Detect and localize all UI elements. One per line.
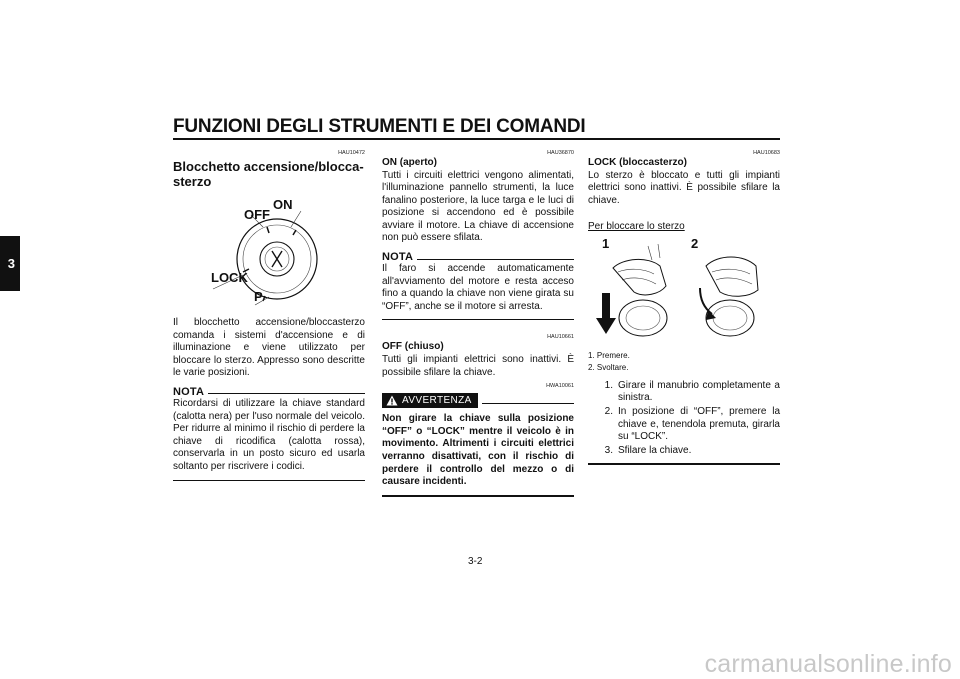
page-title: FUNZIONI DEGLI STRUMENTI E DEI COMANDI xyxy=(173,116,586,137)
sub-heading: Per bloccare lo sterzo xyxy=(588,221,685,233)
caption-2: 2. Svoltare. xyxy=(588,362,629,372)
nota-text: Ricordarsi di utilizzare la chiave standard (calotta nera) per l'uso normale del veicolo. Per ridurre al minimo il rischio di perdere la chiave di ricodifica (calotta rossa), conservarla in un posto sicuro ed usarla soltanto per riscrivere i codici. xyxy=(173,397,365,472)
step-number: 1. xyxy=(604,379,613,391)
warning-heading xyxy=(382,393,574,408)
section-code: HAU10472 xyxy=(338,150,365,156)
lock-steps-figure xyxy=(588,235,780,348)
nota-label: NOTA xyxy=(382,251,414,264)
step-text: Sfilare la chiave. xyxy=(618,444,692,456)
step-text: In posizione di “OFF”, premere la chiave e, tenendola premuta, girarla su “LOCK”. xyxy=(618,406,780,443)
section-code: HWA10061 xyxy=(546,383,574,390)
section-code: HAU10683 xyxy=(753,150,780,156)
warning-label: AVVERTENZA xyxy=(402,395,472,407)
column-2 xyxy=(382,150,574,497)
nota-text: Il faro si accende automaticamente all'avviamento del motore e resta acceso fino a quando la chiave non viene girata su “OFF”, anche se il motore si arresta. xyxy=(382,263,574,312)
intro-paragraph: Il blocchetto accensione/bloccasterzo comanda i sistemi d'accensione e di illuminazione e viene utilizzato per bloccare lo sterzo. Appresso sono descritte le varie posizioni. xyxy=(173,317,365,379)
section-code: HAU10661 xyxy=(547,334,574,341)
column-3 xyxy=(588,150,780,465)
section-title: Blocchetto accensione/blocca-sterzo xyxy=(173,159,364,189)
lock-label: LOCK xyxy=(211,270,248,285)
nota-heading xyxy=(173,386,365,398)
off-text: Tutti gli impianti elettrici sono inattivi. È possibile sfilare la chiave. xyxy=(382,353,574,378)
list-item xyxy=(588,380,780,405)
warning-badge xyxy=(382,393,478,408)
warning-text: Non girare la chiave sulla posizione “OFF” o “LOCK” mentre il veicolo è in movimento. Altrimenti i circuiti elettrici verranno disattivati, con il rischio di perdere il controllo del mezzo o di causare incidenti. xyxy=(382,413,574,488)
warning-end-rule xyxy=(382,495,574,497)
lock-steps-illustration xyxy=(588,235,780,348)
on-heading: ON (aperto) xyxy=(382,157,437,168)
step-text: Girare il manubrio completamente a sinistra. xyxy=(618,379,780,404)
warning-rule xyxy=(482,403,574,404)
ignition-switch-figure xyxy=(173,193,365,311)
off-heading: OFF (chiuso) xyxy=(382,341,444,353)
warning-triangle-icon xyxy=(386,395,398,406)
figure-number-2: 2 xyxy=(691,235,699,251)
caption-1: 1. Premere. xyxy=(588,350,630,360)
nota-heading xyxy=(382,251,574,263)
step-number: 2. xyxy=(604,406,613,418)
nota-rule xyxy=(208,393,365,394)
title-rule xyxy=(173,138,780,140)
nota-end-rule xyxy=(173,480,365,481)
nota-rule xyxy=(417,259,574,260)
list-item xyxy=(588,406,780,444)
off-label: OFF xyxy=(244,207,270,222)
step-number: 3. xyxy=(604,444,613,456)
on-text: Tutti i circuiti elettrici vengono alimentati, l'illuminazione pannello strumenti, la luce fanalino posteriore, la luce targa e le luci di posizione si accendono ed è possibile avviare il motore. La chiave di accensione non può essere sfilata. xyxy=(382,169,574,244)
column-1 xyxy=(173,150,365,481)
lock-text: Lo sterzo è bloccato e tutti gli impianti elettrici sono inattivi. È possibile sfilare la chiave. xyxy=(588,169,780,206)
list-item xyxy=(588,445,780,458)
watermark: carmanualsonline.info xyxy=(704,650,952,678)
nota-end-rule xyxy=(382,319,574,320)
chapter-tab: 3 xyxy=(0,236,20,291)
nota-label: NOTA xyxy=(173,385,205,398)
lock-heading: LOCK (bloccasterzo) xyxy=(588,157,687,168)
steps-end-rule xyxy=(588,463,780,465)
section-code: HAU36870 xyxy=(547,150,574,156)
lock-steps-list xyxy=(588,380,780,458)
p-label: P xyxy=(254,289,263,304)
figure-number-1: 1 xyxy=(602,235,610,251)
page-number: 3-2 xyxy=(468,556,483,567)
on-label: ON xyxy=(273,197,293,212)
